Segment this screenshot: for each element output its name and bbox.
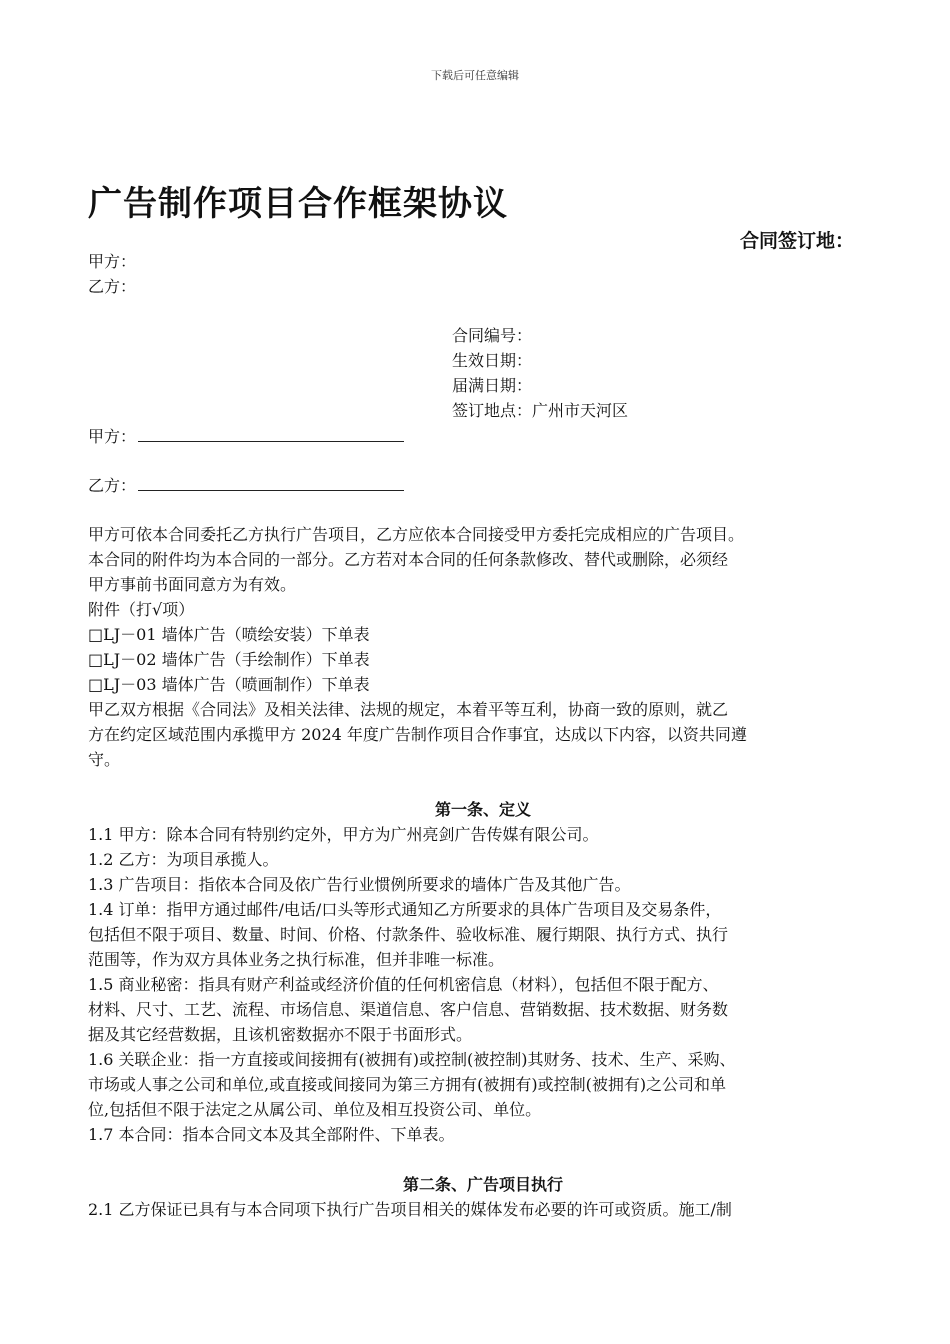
clause-line: 位,包括但不限于法定之从属公司、单位及相互投资公司、单位。 — [88, 1100, 542, 1119]
contract-no-label: 合同编号： — [452, 326, 533, 345]
sign-place-label: 合同签订地： — [739, 230, 854, 252]
attachment-item: □LJ－02 墙体广告（手绘制作）下单表 — [88, 650, 370, 669]
party-b-label: 乙方： — [88, 277, 137, 296]
clause-line: 1.3 广告项目：指依本合同及依广告行业惯例所要求的墙体广告及其他广告。 — [88, 875, 631, 894]
spacer — [88, 1147, 878, 1172]
clause-line: 市场或人事之公司和单位,或直接或间接同为第三方拥有(被拥有)或控制(被拥有)之公司和单 — [88, 1075, 727, 1094]
section-2-heading: 第二条、广告项目执行 — [402, 1175, 563, 1194]
signature-a — [88, 424, 404, 449]
clause-line: 1.7 本合同：指本合同文本及其全部附件、下单表。 — [88, 1125, 455, 1144]
signature-a-blank[interactable] — [138, 425, 404, 442]
section-1-heading: 第一条、定义 — [434, 800, 531, 819]
attachment-heading: 附件（打√项） — [88, 600, 195, 619]
intro-line: 本合同的附件均为本合同的一部分。乙方若对本合同的任何条款修改、替代或删除，必须经 — [88, 550, 729, 569]
intro-line: 守。 — [88, 750, 121, 769]
clause-line: 1.2 乙方：为项目承揽人。 — [88, 850, 279, 869]
clause-line: 1.5 商业秘密：指具有财产利益或经济价值的任何机密信息（材料），包括但不限于配方、 — [88, 975, 719, 994]
attachment-item: □LJ－03 墙体广告（喷画制作）下单表 — [88, 675, 370, 694]
clause-line: 2.1 乙方保证已具有与本合同项下执行广告项目相关的媒体发布必要的许可或资质。施工/制 — [88, 1200, 732, 1219]
clause-line: 材料、尺寸、工艺、流程、市场信息、渠道信息、客户信息、营销数据、技术数据、财务数 — [88, 1000, 729, 1019]
document-title: 广告制作项目合作框架协议 — [88, 184, 508, 224]
signature-a-label: 甲方： — [88, 427, 137, 446]
intro-line: 方在约定区域范围内承揽甲方 2024 年度广告制作项目合作事宜，达成以下内容，以资共同遵 — [88, 725, 747, 744]
intro-line: 甲方可依本合同委托乙方执行广告项目，乙方应依本合同接受甲方委托完成相应的广告项目。 — [88, 525, 745, 544]
signature-b-blank[interactable] — [138, 474, 404, 491]
signature-b — [88, 473, 404, 498]
party-a-label: 甲方： — [88, 252, 137, 271]
clause-line: 范围等，作为双方具体业务之执行标准，但并非唯一标准。 — [88, 950, 505, 969]
effective-date-label: 生效日期： — [452, 351, 533, 370]
expiry-date-label: 届满日期： — [452, 376, 533, 395]
intro-line: 甲乙双方根据《合同法》及相关法律、法规的规定，本着平等互利，协商一致的原则，就乙 — [88, 700, 729, 719]
signature-b-label: 乙方： — [88, 476, 137, 495]
clause-line: 据及其它经营数据，且该机密数据亦不限于书面形式。 — [88, 1025, 473, 1044]
clause-line: 包括但不限于项目、数量、时间、价格、付款条件、验收标准、履行期限、执行方式、执行 — [88, 925, 729, 944]
sign-location-label: 签订地点：广州市天河区 — [452, 401, 629, 420]
clause-line: 1.4 订单：指甲方通过邮件/电话/口头等形式通知乙方所要求的具体广告项目及交易条件， — [88, 900, 722, 919]
attachment-item: □LJ－01 墙体广告（喷绘安装）下单表 — [88, 625, 370, 644]
intro-line: 甲方事前书面同意方为有效。 — [88, 575, 297, 594]
document-body — [88, 522, 878, 1222]
header-note: 下载后可任意编辑 — [431, 69, 519, 82]
spacer — [88, 772, 878, 797]
clause-line: 1.1 甲方：除本合同有特别约定外，甲方为广州亮剑广告传媒有限公司。 — [88, 825, 599, 844]
clause-line: 1.6 关联企业：指一方直接或间接拥有(被拥有)或控制(被控制)其财务、技术、生产、采购、 — [88, 1050, 736, 1069]
